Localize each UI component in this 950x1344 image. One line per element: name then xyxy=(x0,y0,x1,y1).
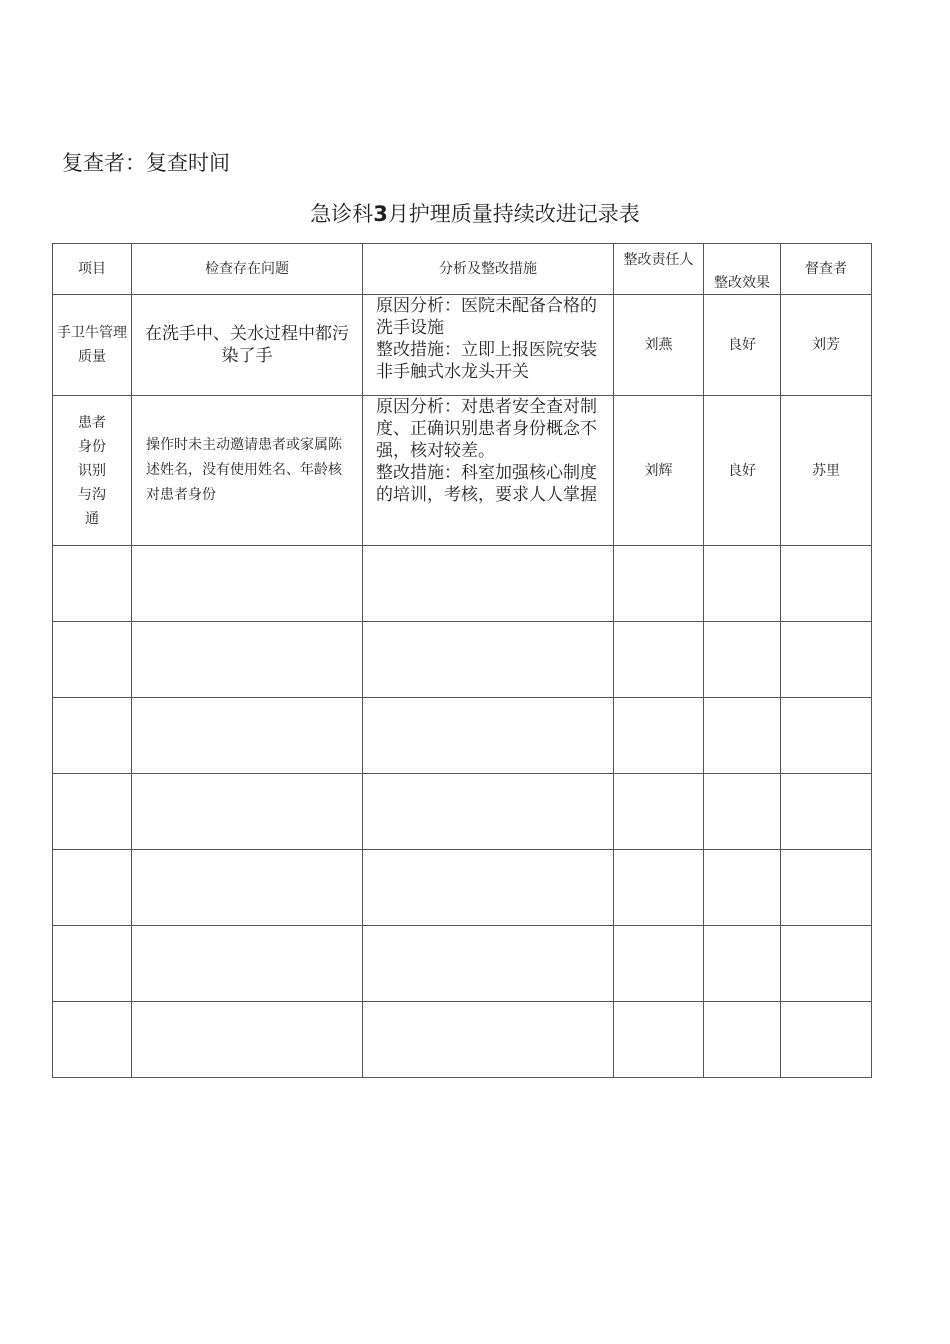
title-month-number: 3 xyxy=(373,202,388,226)
empty-cell xyxy=(363,698,614,774)
empty-cell xyxy=(704,622,781,698)
empty-cell xyxy=(614,546,704,622)
empty-cell xyxy=(781,1002,872,1078)
cause-analysis-text: 原因分析：对患者安全查对制度、正确识别患者身份概念不强，核对较差。 xyxy=(376,397,597,461)
empty-cell xyxy=(363,1002,614,1078)
title-prefix: 急诊科 xyxy=(310,202,374,226)
empty-cell xyxy=(363,926,614,1002)
empty-cell xyxy=(53,850,132,926)
column-header-problem: 检查存在问题 xyxy=(132,244,363,295)
effect-cell: 良好 xyxy=(704,396,781,546)
empty-cell xyxy=(132,698,363,774)
empty-table-row xyxy=(53,774,872,850)
empty-cell xyxy=(363,774,614,850)
empty-cell xyxy=(132,546,363,622)
reviewer-line: 复查者：复查时间 xyxy=(62,151,230,175)
empty-cell xyxy=(53,926,132,1002)
empty-cell xyxy=(781,698,872,774)
problem-cell: 操作时未主动邀请患者或家属陈述姓名，没有使用姓名、年龄核对患者身份 xyxy=(132,396,363,546)
responsible-cell: 刘辉 xyxy=(614,396,704,546)
empty-cell xyxy=(704,926,781,1002)
supervisor-cell: 苏里 xyxy=(781,396,872,546)
table-row xyxy=(53,396,872,546)
table-row xyxy=(53,295,872,396)
effect-cell: 良好 xyxy=(704,295,781,396)
empty-cell xyxy=(53,774,132,850)
page-title xyxy=(0,198,950,230)
empty-cell xyxy=(53,698,132,774)
column-header-responsible: 整改责任人 xyxy=(614,244,704,295)
column-header-effect: 整改效果 xyxy=(704,244,781,295)
empty-cell xyxy=(363,546,614,622)
supervisor-cell: 刘芳 xyxy=(781,295,872,396)
empty-cell xyxy=(132,1002,363,1078)
empty-cell xyxy=(363,622,614,698)
empty-cell xyxy=(704,850,781,926)
empty-table-row xyxy=(53,622,872,698)
empty-cell xyxy=(614,1002,704,1078)
empty-cell xyxy=(132,774,363,850)
analysis-cell xyxy=(363,295,614,396)
empty-cell xyxy=(614,622,704,698)
empty-cell xyxy=(614,926,704,1002)
empty-cell xyxy=(614,698,704,774)
empty-cell xyxy=(614,774,704,850)
empty-cell xyxy=(53,1002,132,1078)
empty-cell xyxy=(781,622,872,698)
corrective-measures-text: 整改措施：科室加强核心制度的培训，考核，要求人人掌握 xyxy=(376,463,597,505)
improvement-record-table xyxy=(52,243,872,1078)
empty-cell xyxy=(132,926,363,1002)
empty-table-row xyxy=(53,698,872,774)
column-header-project: 项目 xyxy=(53,244,132,295)
empty-table-row xyxy=(53,546,872,622)
project-cell: 患者身份识别与沟通 xyxy=(53,396,132,546)
empty-cell xyxy=(781,774,872,850)
empty-cell xyxy=(704,546,781,622)
empty-cell xyxy=(704,698,781,774)
empty-table-row xyxy=(53,1002,872,1078)
empty-cell xyxy=(132,622,363,698)
responsible-cell: 刘燕 xyxy=(614,295,704,396)
table-header-row xyxy=(53,244,872,295)
empty-cell xyxy=(704,1002,781,1078)
empty-cell xyxy=(363,850,614,926)
column-header-supervisor: 督查者 xyxy=(781,244,872,295)
project-cell: 手卫牛管理质量 xyxy=(53,295,132,396)
empty-cell xyxy=(53,622,132,698)
empty-cell xyxy=(53,546,132,622)
problem-cell: 在洗手中、关水过程中都污染了手 xyxy=(132,295,363,396)
empty-cell xyxy=(781,926,872,1002)
cause-analysis-text: 原因分析：医院未配备合格的洗手设施 xyxy=(376,296,597,338)
empty-table-row xyxy=(53,926,872,1002)
empty-table-row xyxy=(53,850,872,926)
empty-cell xyxy=(614,850,704,926)
empty-cell xyxy=(704,774,781,850)
empty-cell xyxy=(781,546,872,622)
column-header-analysis: 分析及整改措施 xyxy=(363,244,614,295)
empty-cell xyxy=(781,850,872,926)
corrective-measures-text: 整改措施：立即上报医院安装非手触式水龙头开关 xyxy=(376,340,597,382)
title-suffix: 月护理质量持续改进记录表 xyxy=(387,202,640,226)
analysis-cell xyxy=(363,396,614,546)
empty-cell xyxy=(132,850,363,926)
